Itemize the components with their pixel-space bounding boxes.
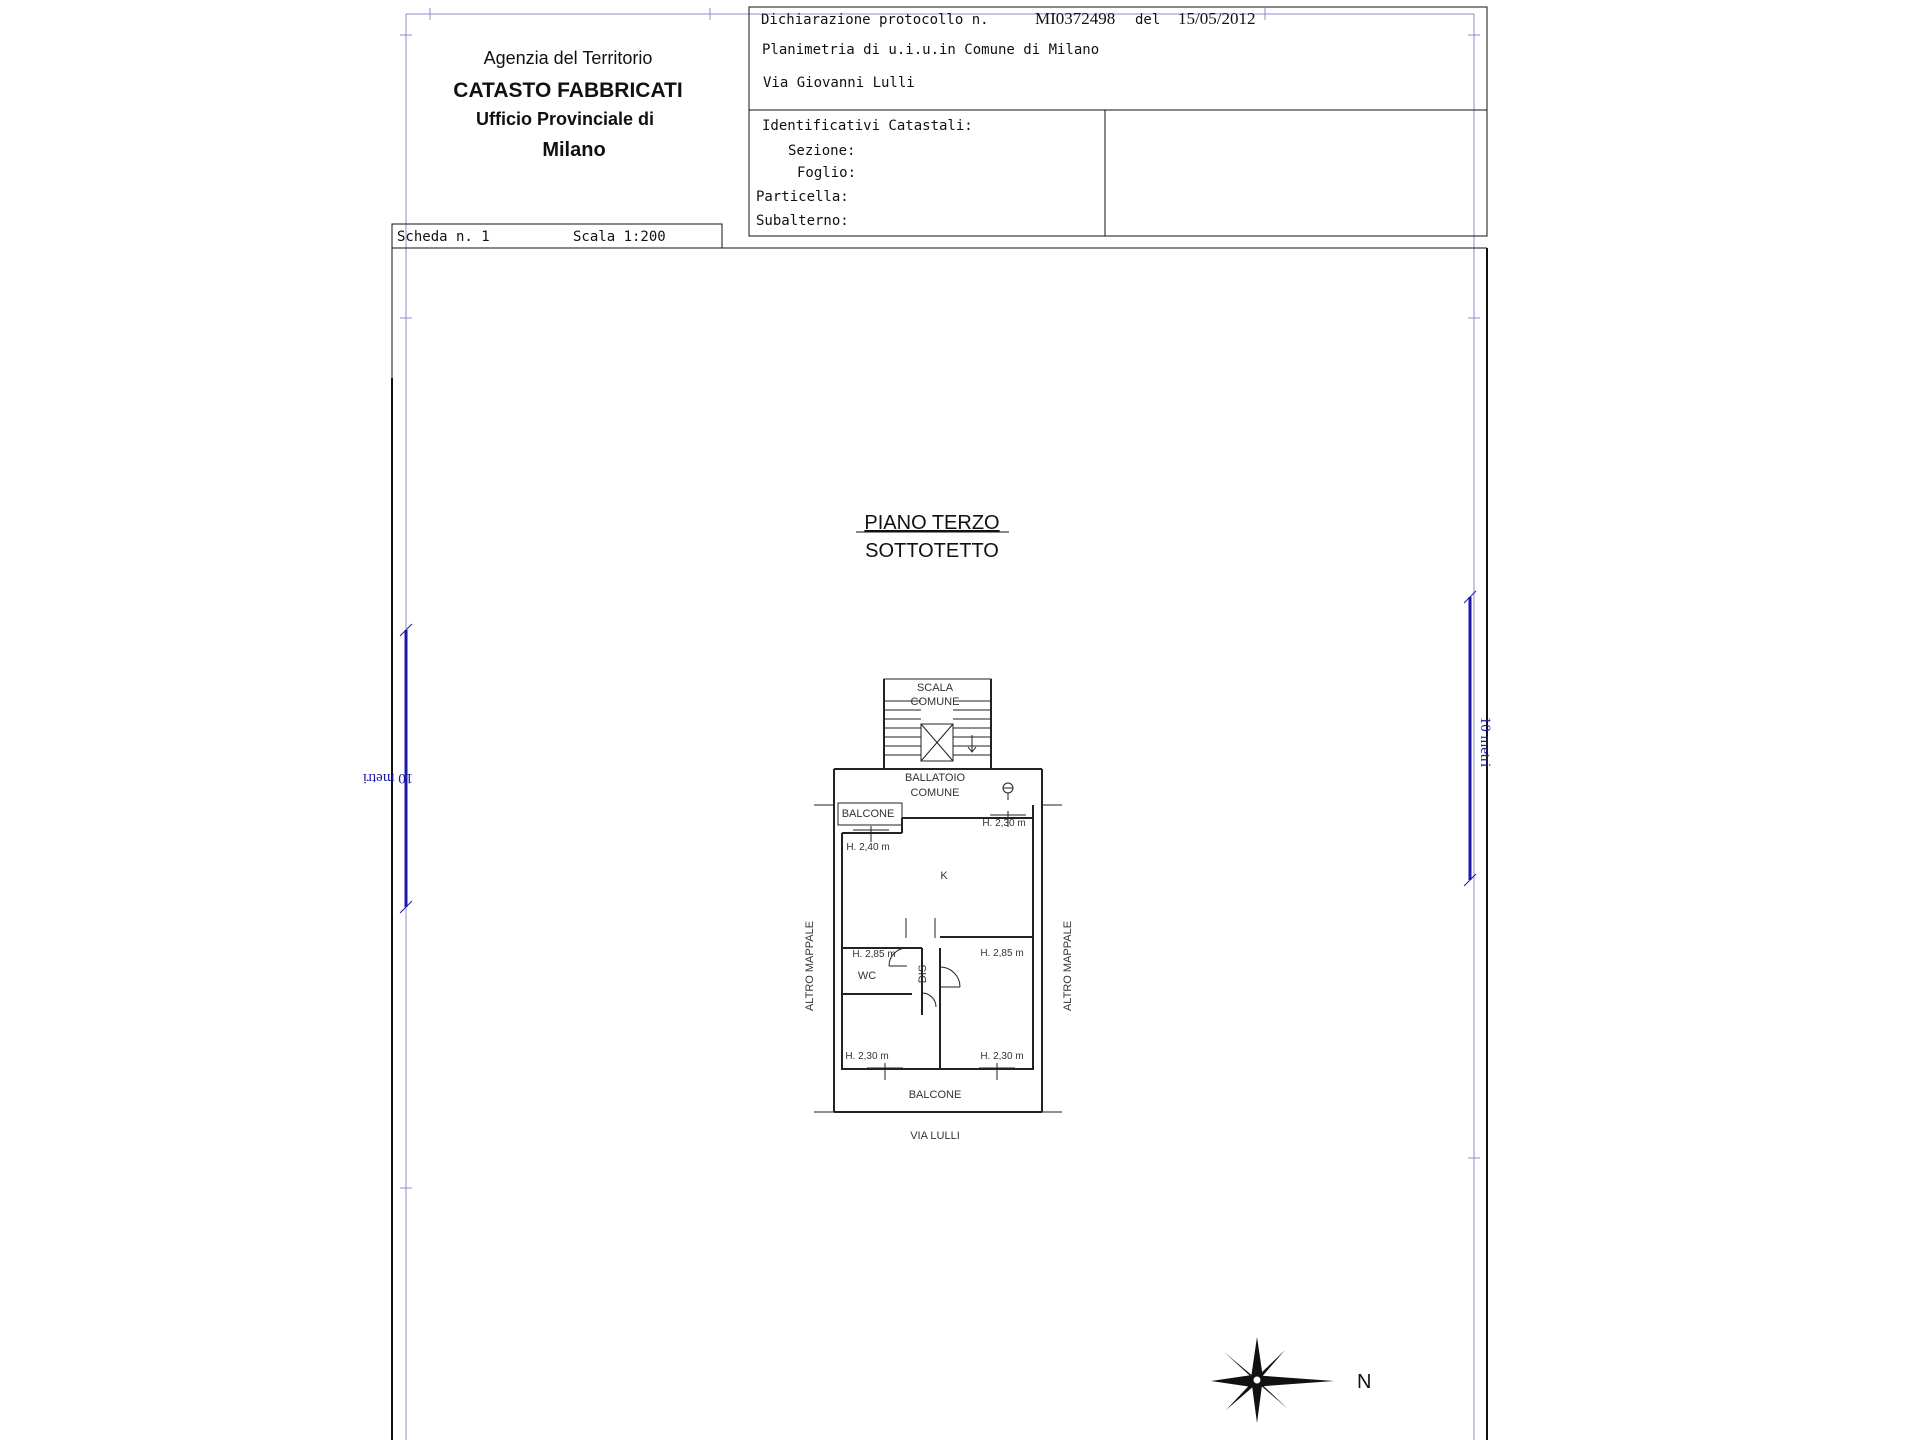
neighbor-right-label: ALTRO MAPPALE [1062,920,1074,1012]
catasto-title: CATASTO FABBRICATI [453,79,683,102]
plan-description: Planimetria di u.i.u.in Comune di Milano [762,42,1100,58]
drawing-scale: Scala 1:200 [573,229,666,245]
right-room-height: H. 2,85 m [980,948,1024,959]
declaration-label: Dichiarazione protocollo n. [761,12,989,28]
gallery-label-line2: COMUNE [910,787,960,799]
bottom-balcony-label: BALCONE [908,1089,962,1101]
date-label: del [1135,12,1161,28]
floor-plan [814,679,1062,1112]
kitchen-label: K [940,870,948,882]
identifiers-block [756,118,973,229]
gallery-label-line1: BALLATOIO [904,772,966,784]
wc-label: WC [857,970,877,982]
kitchen-height-left: H. 2,40 m [846,842,890,853]
office-city: Milano [542,139,606,161]
agency-name: Agenzia del Territorio [483,48,653,68]
scale-bar-right-label: 10 metri [1477,716,1493,768]
sheet-scale-row [397,229,666,245]
floor-title: PIANO TERZO [864,512,1000,534]
scale-bar-left [363,624,413,913]
sezione-label: Sezione: [788,143,856,159]
identifiers-title: Identificativi Catastali: [762,118,973,134]
address-line: Via Giovanni Lulli [763,75,915,91]
declaration-block [761,9,1255,91]
stair-label-line1: SCALA [916,682,954,694]
stair-label-line2: COMUNE [910,696,960,708]
wc-height: H. 2,85 m [852,949,896,960]
subalterno-label: Subalterno: [756,213,849,229]
gas-meter-icon [1003,783,1013,800]
scale-bar-right [1464,591,1493,886]
bottom-left-height: H. 2,30 m [845,1051,889,1062]
north-arrow-icon [1211,1337,1371,1423]
office-line: Ufficio Provinciale di [475,109,655,129]
floor-subtitle: SOTTOTETTO [865,540,999,562]
north-label: N [1357,1371,1372,1393]
neighbor-left-label: ALTRO MAPPALE [804,920,816,1012]
protocol-number: MI0372498 [1035,9,1116,28]
particella-label: Particella: [756,189,849,205]
scale-bar-left-label: 10 metri [362,770,414,786]
floor-title-block [856,512,1009,562]
street-label: VIA LULLI [910,1130,960,1142]
sheet-number: Scheda n. 1 [397,229,490,245]
drawing-frame [392,248,1487,1440]
dis-label: DIS [917,964,929,984]
top-balcony-label: BALCONE [841,808,895,820]
bottom-right-height: H. 2,30 m [980,1051,1024,1062]
agency-block [453,48,682,161]
kitchen-height-right: H. 2,30 m [982,818,1026,829]
declaration-date: 15/05/2012 [1178,9,1256,28]
foglio-label: Foglio: [797,165,857,181]
